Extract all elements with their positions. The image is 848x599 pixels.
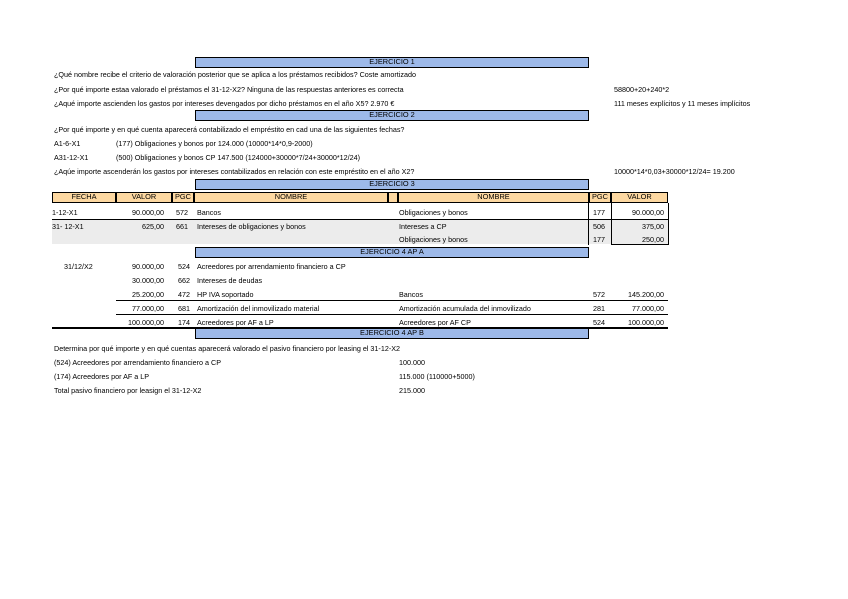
ej3-total-rule (611, 244, 668, 245)
ej3-row-2-pgc: 661 (176, 222, 188, 231)
ej4a-row-1-nombre: Acreedores por arrendamiento financiero a CP (197, 262, 346, 271)
ej4a-row-3-pgc-haber: 572 (593, 290, 605, 299)
ej4a-row-3-valor-haber: 145.200,00 (628, 290, 664, 299)
col-header-fecha: FECHA (52, 192, 116, 203)
ej3-row-1-nombre-debe: Bancos (197, 208, 221, 217)
ej3-row-3-pgc-haber: 177 (593, 235, 605, 244)
ej4b-question: Determina por qué importe y en qué cuentas aparecerá valorado el pasivo financiero por leasing el 31-12-X2 (54, 344, 401, 353)
ej3-col-sep-valor (611, 203, 612, 245)
ej4a-row-4-rule (116, 314, 668, 315)
col-header-pgc-haber: PGC (589, 192, 611, 203)
ej4a-row-5-valor-haber: 100.000,00 (628, 318, 664, 327)
col-header-spacer (388, 192, 398, 203)
ej3-row-1-fecha: 1-12-X1 (52, 208, 78, 217)
col-header-nombre-haber: NOMBRE (398, 192, 589, 203)
ej4a-row-5-nombre: Acreedores por AF a LP (197, 318, 274, 327)
ej4a-row-4-nombre-haber: Amortización acumulada del inmovilizado (399, 304, 531, 313)
ejercicio-3-header: EJERCICIO 3 (195, 179, 589, 190)
ej3-row-1-nombre-haber: Obligaciones y bonos (399, 208, 468, 217)
ej4a-row-2-valor: 30.000,00 (132, 276, 164, 285)
ej3-col-sep-end (668, 203, 669, 245)
ej1-question-1: ¿Qué nombre recibe el criterio de valoración posterior que se aplica a los préstamos recibidos? Coste amortizado (54, 70, 416, 79)
col-header-nombre-debe: NOMBRE (194, 192, 388, 203)
ej4b-row-1-label: (524) Acreedores por arrendamiento financiero a CP (54, 358, 221, 367)
ej2-question-2-note: 10000*14*0,03+30000*12/24= 19.200 (614, 167, 735, 176)
col-header-pgc: PGC (172, 192, 194, 203)
ej4b-row-1-value: 100.000 (399, 358, 425, 367)
ejercicio-1-header: EJERCICIO 1 (195, 57, 589, 68)
ej4a-row-5-nombre-haber: Acreedores por AF CP (399, 318, 471, 327)
ej4b-row-2-label: (174) Acreedores por AF a LP (54, 372, 150, 381)
ej3-row-2-pgc-haber: 506 (593, 222, 605, 231)
ej3-row-1-valor-haber: 90.000,00 (632, 208, 664, 217)
ejercicio-2-header: EJERCICIO 2 (195, 110, 589, 121)
ej3-row-1-valor: 90.000,00 (132, 208, 164, 217)
ej4a-row-3-rule (116, 300, 668, 301)
ej4a-row-3-nombre: HP IVA soportado (197, 290, 254, 299)
ej2-line-2-text: (500) Obligaciones y bonos CP 147.500 (124000+30000*7/24+30000*12/24) (116, 153, 361, 162)
ej4a-row-4-valor-haber: 77.000,00 (632, 304, 664, 313)
ej3-row-1-rule (52, 219, 668, 220)
ej3-row-1-pgc-haber: 177 (593, 208, 605, 217)
ej4a-row-4-pgc-haber: 281 (593, 304, 605, 313)
ej3-row-1-pgc: 572 (176, 208, 188, 217)
ej3-row-2-fecha: 31- 12-X1 (52, 222, 84, 231)
ej4b-row-3-value: 215.000 (399, 386, 425, 395)
ej4a-row-4-pgc: 681 (178, 304, 190, 313)
ej2-question-2: ¿Aqúe importe ascenderán los gastos por intereses contabilizados en relación con este empréstito en el año X2? (54, 167, 415, 176)
ej2-line-2-date: A31-12-X1 (54, 153, 89, 162)
ej1-question-3: ¿Aqué importe ascienden los gastos por intereses devengados por dicho préstamos en el año X5? 2.970 € (54, 99, 395, 108)
ej4a-row-4-valor: 77.000,00 (132, 304, 164, 313)
ej1-question-2-note: 58800+20+240*2 (614, 85, 670, 94)
ej3-row-2-nombre-debe: Intereses de obligaciones y bonos (197, 222, 306, 231)
ej4a-row-3-valor: 25.200,00 (132, 290, 164, 299)
ejercicio-4b-header: EJERCICIO 4 AP B (195, 328, 589, 339)
ej3-row-3-valor-haber: 250,00 (642, 235, 664, 244)
ejercicio-4a-header: EJERCICIO 4 AP A (195, 247, 589, 258)
ej4a-row-5-valor: 100.000,00 (128, 318, 164, 327)
col-header-valor-haber: VALOR (611, 192, 668, 203)
ej2-question-1: ¿Por qué importe y en qué cuenta aparecerá contabilizado el empréstito en cad una de las siguientes fechas? (54, 125, 405, 134)
ej4b-row-3-label: Total pasivo financiero por leasign el 31-12-X2 (54, 386, 202, 395)
ej2-line-1-date: A1-6-X1 (54, 139, 81, 148)
ej4a-row-1-fecha: 31/12/X2 (64, 262, 93, 271)
ej4a-row-3-pgc: 472 (178, 290, 190, 299)
ej3-row-3-nombre-haber: Obligaciones y bonos (399, 235, 468, 244)
ej3-row-2-valor-haber: 375,00 (642, 222, 664, 231)
ej4a-row-2-nombre: Intereses de deudas (197, 276, 263, 285)
ej3-col-sep-pgc (588, 203, 589, 245)
col-header-valor: VALOR (116, 192, 172, 203)
ej1-question-2: ¿Por qué importe estaa valorado el préstamos el 31-12-X2? Ninguna de las respuestas anteriores es correcta (54, 85, 404, 94)
ej1-question-3-note: 111 meses explícitos y 11 meses implícitos (614, 99, 751, 108)
ej4a-row-1-pgc: 524 (178, 262, 190, 271)
ej2-line-1-text: (177) Obligaciones y bonos por 124.000 (10000*14*0,9-2000) (116, 139, 313, 148)
ej4a-row-2-pgc: 662 (178, 276, 190, 285)
ej3-row-2-valor: 625,00 (142, 222, 164, 231)
ej4a-row-3-nombre-haber: Bancos (399, 290, 423, 299)
ej3-row-2-nombre-haber: Intereses a CP (399, 222, 447, 231)
ej4a-row-1-valor: 90.000,00 (132, 262, 164, 271)
ej4a-row-4-nombre: Amortización del inmovilizado material (197, 304, 320, 313)
ej4b-row-2-value: 115.000 (110000+5000) (399, 372, 475, 381)
ej4a-row-5-pgc: 174 (178, 318, 190, 327)
ej4a-row-5-pgc-haber: 524 (593, 318, 605, 327)
